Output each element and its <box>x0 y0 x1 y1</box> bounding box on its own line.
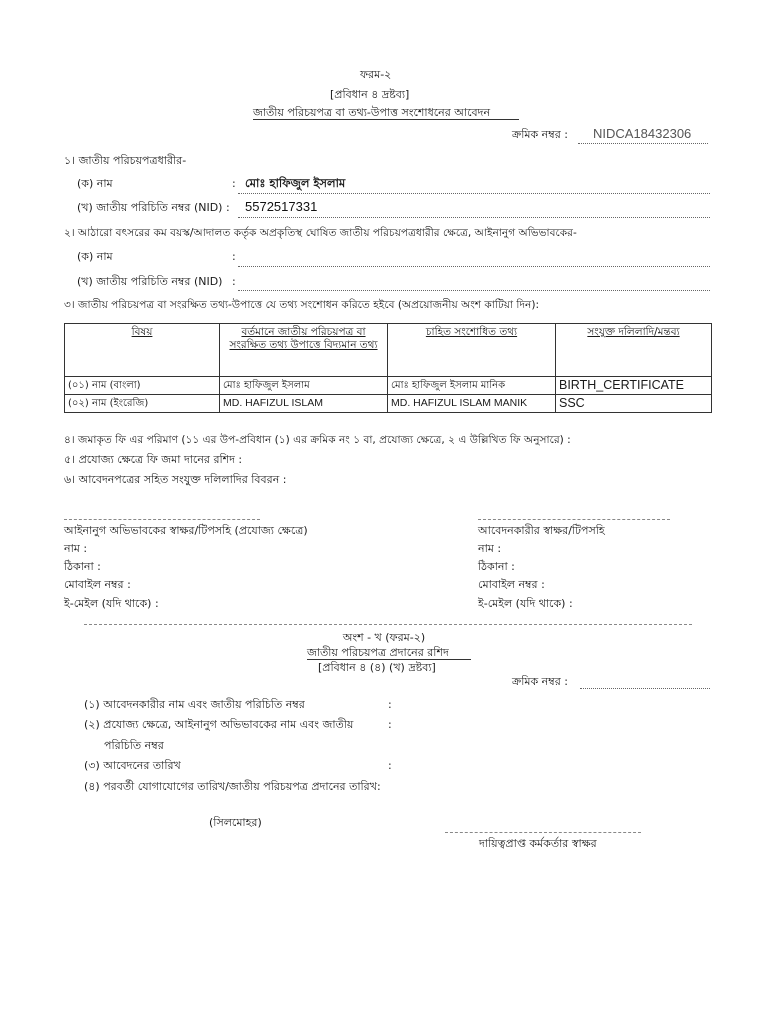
section5-receipt: ৫। প্রযোজ্য ক্ষেত্রে ফি জমা দানের রশিদ : <box>64 453 243 466</box>
tear-off-line <box>84 624 692 625</box>
applicant-signature-title: আবেদনকারীর স্বাক্ষর/টিপসহি <box>478 524 605 537</box>
row2-subject: (০২) নাম (ইংরেজি) <box>65 395 220 413</box>
serial-value: NIDCA18432306 <box>593 126 692 141</box>
amendment-table <box>64 323 712 413</box>
holder-nid-value: 5572517331 <box>245 199 318 214</box>
table-row <box>65 395 712 413</box>
row1-existing: মোঃ হাফিজুল ইসলাম <box>220 377 388 395</box>
row1-subject: (০১) নাম (বাংলা) <box>65 377 220 395</box>
receipt-item-1: (১) আবেদনকারীর নাম এবং জাতীয় পরিচিতি নম্বর <box>84 698 305 711</box>
guardian-email-field: ই-মেইল (যদি থাকে) : <box>64 597 159 610</box>
guardian-name-dotline <box>238 266 710 267</box>
row2-existing: MD. HAFIZUL ISLAM <box>220 395 388 413</box>
part-b-serial-dotline <box>580 688 710 689</box>
col-header-subject: বিষয় <box>65 324 220 377</box>
form-title: জাতীয় পরিচয়পত্র বা তথ্য-উপাত্ত সংশোধনের আবেদন <box>253 106 491 119</box>
table-row <box>65 377 712 395</box>
guardian-nid-label: (খ) জাতীয় পরিচিতি নম্বর (NID) <box>77 275 223 288</box>
guardian-signature-line <box>64 519 260 520</box>
section2-heading: ২। আঠারো বৎসরের কম বয়স্ক/আদালত কর্তৃক অপ্রকৃতিস্থ ঘোষিত জাতীয় পরিচয়পত্রধারীর ক্ষেত্রে, আইনানুগ অভিভাবকের- <box>64 227 577 239</box>
col-header-existing: বর্তমানে জাতীয় পরিচয়পত্র বা সংরক্ষিত তথ্য উপাত্তে বিদ্যমান তথ্য <box>220 324 388 377</box>
row1-document: BIRTH_CERTIFICATE <box>556 377 712 395</box>
guardian-name-label: (ক) নাম <box>77 250 113 263</box>
holder-name-value: মোঃ হাফিজুল ইসলাম <box>245 176 346 190</box>
applicant-address-field: ঠিকানা : <box>478 560 515 573</box>
table-header-row <box>65 324 712 377</box>
serial-label: ক্রমিক নম্বর : <box>512 128 568 141</box>
section4-fee: ৪। জমাকৃত ফি এর পরিমাণ (১১ এর উপ-প্রবিধান (১) এর ক্রমিক নং ১ বা, প্রযোজ্য ক্ষেত্রে, ২ এ উল্লিখিত ফি অনুসারে) : <box>64 434 571 446</box>
holder-nid-label: (খ) জাতীয় পরিচিতি নম্বর (NID) : <box>77 201 230 214</box>
section3-heading: ৩। জাতীয় পরিচয়পত্র বা সংরক্ষিত তথ্য-উপাত্তে যে তথ্য সংশোধন করিতে হইবে (অপ্রয়োজনীয় অংশ কাটিয়া দিন): <box>64 299 540 311</box>
guardian-name-colon: : <box>232 250 236 263</box>
guardian-address-field: ঠিকানা : <box>64 560 101 573</box>
part-b-rule-reference: [প্রবিধান ৪ (৪) (খ) দ্রষ্টব্য] <box>318 661 436 674</box>
guardian-nid-colon: : <box>232 275 236 288</box>
serial-dotline <box>578 143 708 144</box>
receipt-item-3-colon: : <box>388 759 392 772</box>
row2-requested: MD. HAFIZUL ISLAM MANIK <box>388 395 556 413</box>
part-b-title: জাতীয় পরিচয়পত্র প্রদানের রশিদ <box>307 646 449 659</box>
rule-reference: [প্রবিধান ৪ দ্রষ্টব্য] <box>330 88 410 101</box>
receipt-item-2-cont: পরিচিতি নম্বর <box>104 739 164 752</box>
guardian-nid-dotline <box>238 290 710 291</box>
section1-heading: ১। জাতীয় পরিচয়পত্রধারীর- <box>64 154 187 167</box>
guardian-signature-title: আইনানুগ অভিভাবকের স্বাক্ষর/টিপসহি (প্রযোজ্য ক্ষেত্রে) <box>64 524 308 537</box>
part-b-serial-label: ক্রমিক নম্বর : <box>512 675 568 688</box>
row1-requested: মোঃ হাফিজুল ইসলাম মানিক <box>388 377 556 395</box>
officer-signature-line <box>445 832 641 833</box>
receipt-item-4: (৪) পরবর্তী যোগাযোগের তারিখ/জাতীয় পরিচয়পত্র প্রদানের তারিখ: <box>84 780 381 793</box>
holder-name-colon: : <box>232 177 236 190</box>
applicant-signature-line <box>478 519 670 520</box>
applicant-name-field: নাম : <box>478 542 502 555</box>
applicant-mobile-field: মোবাইল নম্বর : <box>478 578 545 591</box>
seal-label: (সিলমোহর) <box>209 816 262 829</box>
receipt-item-3: (৩) আবেদনের তারিখ <box>84 759 181 772</box>
holder-nid-dotline <box>238 217 710 218</box>
applicant-email-field: ই-মেইল (যদি থাকে) : <box>478 597 573 610</box>
officer-signature-label: দায়িত্বপ্রাপ্ত কর্মকর্তার স্বাক্ষর <box>479 837 597 850</box>
col-header-requested: চাহিত সংশোধিত তথ্য <box>388 324 556 377</box>
form-number: ফরম-২ <box>360 68 392 81</box>
col-header-documents: সংযুক্ত দলিলাদি/মন্তব্য <box>556 324 712 377</box>
guardian-mobile-field: মোবাইল নম্বর : <box>64 578 131 591</box>
holder-name-label: (ক) নাম <box>77 177 113 190</box>
receipt-item-2: (২) প্রযোজ্য ক্ষেত্রে, আইনানুগ অভিভাবকের নাম এবং জাতীয় <box>84 718 354 731</box>
section6-documents: ৬। আবেদনপত্রের সহিত সংযুক্ত দলিলাদির বিবরন : <box>64 473 287 486</box>
part-b-heading: অংশ - খ (ফরম-২) <box>342 631 426 644</box>
part-b-title-underline <box>307 659 471 660</box>
guardian-name-field: নাম : <box>64 542 88 555</box>
holder-name-dotline <box>238 193 710 194</box>
row2-document: SSC <box>556 395 712 413</box>
receipt-item-2-colon: : <box>388 718 392 731</box>
title-underline <box>253 119 519 120</box>
receipt-item-1-colon: : <box>388 698 392 711</box>
